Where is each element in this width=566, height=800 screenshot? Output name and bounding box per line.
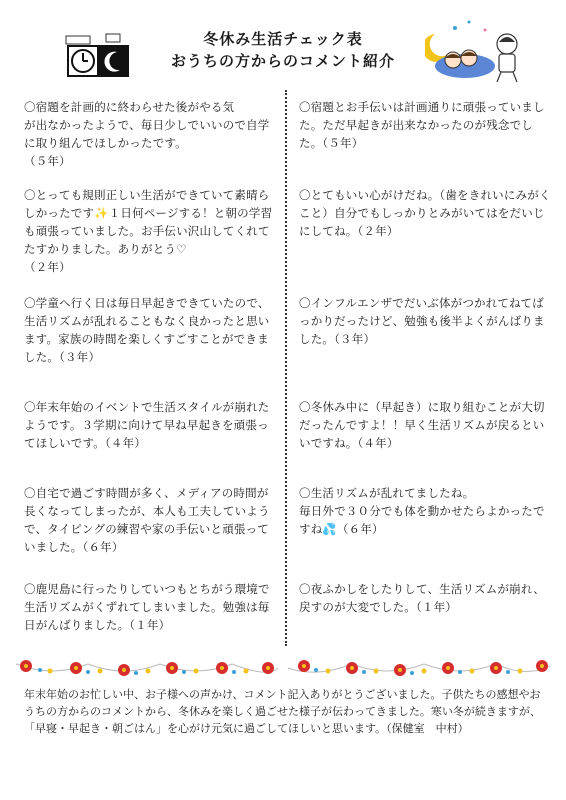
comment-left-5: 〇自宅で過ごす時間が多く、メディアの時間が長くなってしまったが、本人も工夫していようで、タイピングの練習や家の手伝いと頑張っていました。（６年）	[24, 486, 270, 554]
comment-left-6: 〇鹿児島に行ったりしていつもとちがう環境で生活リズムがくずれてしまいました。勉強は毎日がんばりました。（１年）	[24, 582, 270, 632]
sleeping-children-icon	[425, 16, 525, 86]
comment-right-4: 〇冬休み中に（早起き）に取り組むことが大切だったんですよ！！早く生活リズムが戻るといいですね。（４年）	[299, 400, 545, 450]
comment-left-1: 〇宿題を計画的に終わらせた後がやる気 が出なかったようで、毎日少しでいいので自学に取り組んでほしかったです。 （５年）	[24, 100, 270, 168]
comment-right-5: 〇生活リズムが乱れてましたね。 毎日外で３０分でも体を動かせたらよかったですね💦（６年）	[299, 486, 545, 536]
closing-message: 年末年始のお忙しい中、お子様への声かけ、コメント記入ありがとうございました。子供たちの感想やおうちの方からのコメントから、冬休みを楽しく過ごせた様子が伝わってきました。寒い冬が続きますが、「早寝・早起き・朝ごはん」を心がけ元気に過ごしてほしいと思います。（保健室 中村）	[24, 688, 541, 735]
comment-left-2: 〇とっても規則正しい生活ができていて素晴らしかったです✨１日何ページする！と朝の学習も頑張っていました。お手伝い沢山してくれてたすかりました。ありがとう♡ （２年）	[24, 188, 273, 274]
page-title: 冬休み生活チェック表	[203, 30, 363, 48]
column-divider	[285, 90, 287, 646]
clock-and-moon-icon	[62, 28, 134, 78]
comment-right-2: 〇とてもいい心がけだね。（歯をきれいにみがくこと）自分でもしっかりとみがいてはをだいじにしてね。（２年）	[299, 188, 551, 238]
plum-blossom-garland	[16, 656, 550, 682]
comment-right-6: 〇夜ふかしをしたりして、生活リズムが崩れ、戻すのが大変でした。（１年）	[299, 582, 545, 614]
comment-right-1: 〇宿題とお手伝いは計画通りに頑張っていました。ただ早起きが出来なかったのが残念でした。（５年）	[299, 100, 545, 150]
comment-left-3: 〇学童へ行く日は毎日早起きできていたので、生活リズムが乱れることもなく良かったと思います。家族の時間を楽しくすごすことができました。（３年）	[24, 296, 270, 364]
comment-right-3: 〇インフルエンザでだいぶ体がつかれてねてばっかりだったけど、勉強も後半よくがんばりました。（３年）	[299, 296, 545, 346]
page-subtitle: おうちの方からのコメント紹介	[170, 52, 395, 70]
comment-left-4: 〇年末年始のイベントで生活スタイルが崩れたようです。３学期に向けて早ね早起きを頑張ってほしいです。（４年）	[24, 400, 270, 450]
